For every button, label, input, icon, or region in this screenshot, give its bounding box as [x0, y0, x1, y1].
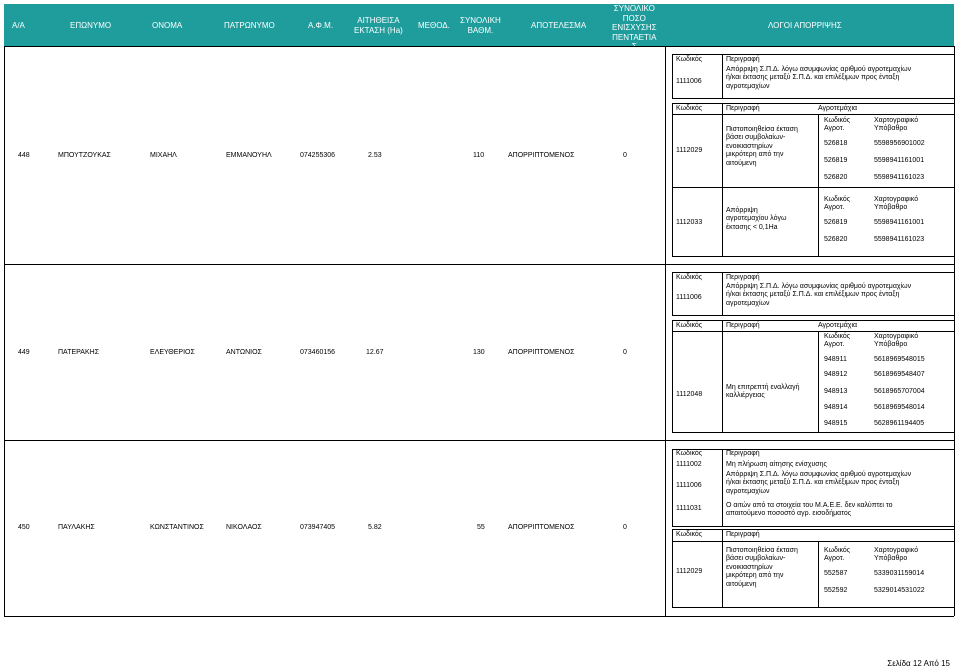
label-map: Χαρτογραφικό Υπόβαθρο: [874, 547, 919, 563]
parcel-code: 948915: [824, 420, 848, 427]
reason-code: 1112029: [676, 568, 703, 575]
parcel-code: 948914: [824, 404, 848, 411]
label-map: Χαρτογραφικό Υπόβαθρο: [874, 333, 919, 349]
label-parcel-code: Κωδικός Αγροτ.: [824, 547, 851, 563]
parcel-map: 5339031159014: [874, 570, 925, 577]
parcel-map: 5598941161023: [874, 236, 925, 243]
cell-aa: 448: [18, 152, 30, 159]
parcel-map: 5618969548015: [874, 356, 925, 363]
cell-score: 130: [473, 349, 485, 356]
label-code: Κωδικός: [676, 531, 703, 538]
reason-code: 1112029: [676, 147, 703, 154]
label-code: Κωδικός: [676, 450, 703, 457]
header-score: ΣΥΝΟΛΙΚΗ ΒΑΘΜ.: [460, 16, 501, 35]
reason-desc: Απόρριψη Σ.Π.Δ. λόγω ασυμφωνίας αριθμού αγροτεμαχίων ή/και έκτασης μεταξύ Σ.Π.Δ. και επιλέξιμων προς ένταξη αγροτεμαχίων: [726, 283, 912, 307]
cell-fathername: ΕΜΜΑΝΟΥΗΛ: [226, 152, 272, 159]
label-parcel-code: Κωδικός Αγροτ.: [824, 333, 851, 349]
reason-code: 1111031: [676, 505, 702, 512]
label-parcel-code: Κωδικός Αγροτ.: [824, 196, 851, 212]
parcel-code: 526820: [824, 174, 848, 181]
reason-code: 1112033: [676, 219, 703, 226]
reason-code: 1111006: [676, 78, 702, 85]
label-desc: Περιγραφή: [726, 105, 760, 112]
cell-score: 55: [477, 524, 485, 531]
parcel-map: 5618969548014: [874, 404, 925, 411]
cell-fathername: ΑΝΤΩΝΙΟΣ: [226, 349, 262, 356]
parcel-code: 526819: [824, 219, 848, 226]
label-map: Χαρτογραφικό Υπόβαθρο: [874, 117, 919, 133]
header-pct: ΣΥΝΟΛΙΚΟ ΠΟΣΟ ΕΝΙΣΧΥΣΗΣ ΠΕΝΤΑΕΤΙΑ: [612, 4, 657, 42]
label-parcels: Αγροτεμάχια: [818, 105, 858, 112]
reason-desc: Απόρριψη Σ.Π.Δ. λόγω ασυμφωνίας αριθμού αγροτεμαχίων ή/και έκτασης μεταξύ Σ.Π.Δ. και επιλέξιμων προς ένταξη αγροτεμαχίων: [726, 471, 912, 495]
cell-firstname: ΚΩΝΣΤΑΝΤΙΝΟΣ: [150, 524, 204, 531]
label-code: Κωδικός: [676, 56, 703, 63]
header-afm: Α.Φ.Μ.: [308, 21, 334, 30]
cell-lastname: ΜΠΟΥΤΖΟΥΚΑΣ: [58, 152, 111, 159]
header-fathername: ΠΑΤΡΩΝΥΜΟ: [224, 21, 275, 30]
cell-afm: 073460156: [300, 349, 336, 356]
label-code: Κωδικός: [676, 322, 703, 329]
parcel-code: 948912: [824, 371, 848, 378]
label-desc: Περιγραφή: [726, 56, 760, 63]
label-code: Κωδικός: [676, 274, 703, 281]
cell-lastname: ΠΑΥΛΑΚΗΣ: [58, 524, 95, 531]
cell-firstname: ΕΛΕΥΘΕΡΙΟΣ: [150, 349, 195, 356]
cell-pct: 0: [623, 349, 627, 356]
header-area: ΑΙΤΗΘΕΙΣΑ ΕΚΤΑΣΗ (Ha): [354, 16, 403, 35]
parcel-map: 5329014531022: [874, 587, 925, 594]
cell-fathername: ΝΙΚΟΛΑΟΣ: [226, 524, 262, 531]
header-aa: Α/Α: [12, 21, 25, 30]
page-number: Σελίδα 12 Από 15: [887, 659, 950, 668]
parcel-map: 5618969548407: [874, 371, 925, 378]
reason-code: 1112048: [676, 391, 703, 398]
header-firstname: ΟΝΟΜΑ: [152, 21, 183, 30]
parcel-map: 5598941161001: [874, 219, 925, 226]
cell-firstname: ΜΙΧΑΗΛ: [150, 152, 177, 159]
parcel-code: 552587: [824, 570, 848, 577]
cell-aa: 449: [18, 349, 30, 356]
label-code: Κωδικός: [676, 105, 703, 112]
table-header: [4, 4, 954, 46]
reason-desc: Απόρριψη Σ.Π.Δ. λόγω ασυμφωνίας αριθμού αγροτεμαχίων ή/και έκτασης μεταξύ Σ.Π.Δ. και επιλέξιμων προς ένταξη αγροτεμαχίων: [726, 66, 912, 90]
parcel-map: 5598941161023: [874, 174, 925, 181]
cell-pct: 0: [623, 152, 627, 159]
cell-pct: 0: [623, 524, 627, 531]
parcel-map: 5618965707004: [874, 388, 925, 395]
reason-code: 1111002: [676, 461, 702, 468]
cell-result: ΑΠΟΡΡΙΠΤΟΜΕΝΟΣ: [508, 524, 575, 531]
cell-result: ΑΠΟΡΡΙΠΤΟΜΕΝΟΣ: [508, 349, 575, 356]
reason-desc: Μη πλήρωση αίτησης ενίσχυσης: [726, 461, 827, 468]
label-desc: Περιγραφή: [726, 322, 760, 329]
header-lastname: ΕΠΩΝΥΜΟ: [70, 21, 112, 30]
cell-aa: 450: [18, 524, 30, 531]
reason-desc: Απόρριψη αγροτεμαχίου λόγω έκτασης < 0,1Ha: [726, 207, 787, 231]
parcel-code: 948911: [824, 356, 847, 363]
parcel-code: 526820: [824, 236, 848, 243]
cell-afm: 073947405: [300, 524, 336, 531]
parcel-code: 526819: [824, 157, 848, 164]
reason-desc: Πιστοποιηθείσα έκταση βάσει συμβολαίων- ενοικιαστηρίων μικρότερη από την αιτούμενη: [726, 547, 798, 588]
cell-score: 110: [473, 152, 485, 159]
reason-desc: Μη επιτρεπτή εναλλαγή καλλιέργειας: [726, 384, 800, 400]
label-parcel-code: Κωδικός Αγροτ.: [824, 117, 851, 133]
cell-area: 5.82: [368, 524, 382, 531]
cell-area: 2.53: [368, 152, 382, 159]
cell-afm: 074255306: [300, 152, 336, 159]
header-result: ΑΠΟΤΕΛΕΣΜΑ: [531, 21, 587, 30]
reason-code: 1111006: [676, 294, 702, 301]
reason-desc: Πιστοποιηθείσα έκταση βάσει συμβολαίων- ενοικιαστηρίων μικρότερη από την αιτούμενη: [726, 126, 798, 167]
label-desc: Περιγραφή: [726, 450, 760, 457]
parcel-code: 526818: [824, 140, 848, 147]
parcel-map: 5628961194405: [874, 420, 925, 427]
cell-area: 12.67: [366, 349, 384, 356]
header-reasons: ΛΟΓΟΙ ΑΠΟΡΡΙΨΗΣ: [768, 21, 842, 30]
parcel-code: 948913: [824, 388, 848, 395]
label-parcels: Αγροτεμάχια: [818, 322, 858, 329]
header-method: ΜΕΘΟΔ.: [418, 21, 450, 30]
cell-result: ΑΠΟΡΡΙΠΤΟΜΕΝΟΣ: [508, 152, 575, 159]
parcel-code: 552592: [824, 587, 848, 594]
reason-desc: Ο αιτών από τα στοιχεία του Μ.Α.Ε.Ε. δεν καλύπτει το απαιτούμενο ποσοστό αγρ. εισοδήματος: [726, 502, 893, 518]
cell-lastname: ΠΑΤΕΡΑΚΗΣ: [58, 349, 100, 356]
label-desc: Περιγραφή: [726, 531, 760, 538]
parcel-map: 5598956901002: [874, 140, 925, 147]
label-map: Χαρτογραφικό Υπόβαθρο: [874, 196, 919, 212]
label-desc: Περιγραφή: [726, 274, 760, 281]
parcel-map: 5598941161001: [874, 157, 925, 164]
reason-code: 1111006: [676, 482, 702, 489]
